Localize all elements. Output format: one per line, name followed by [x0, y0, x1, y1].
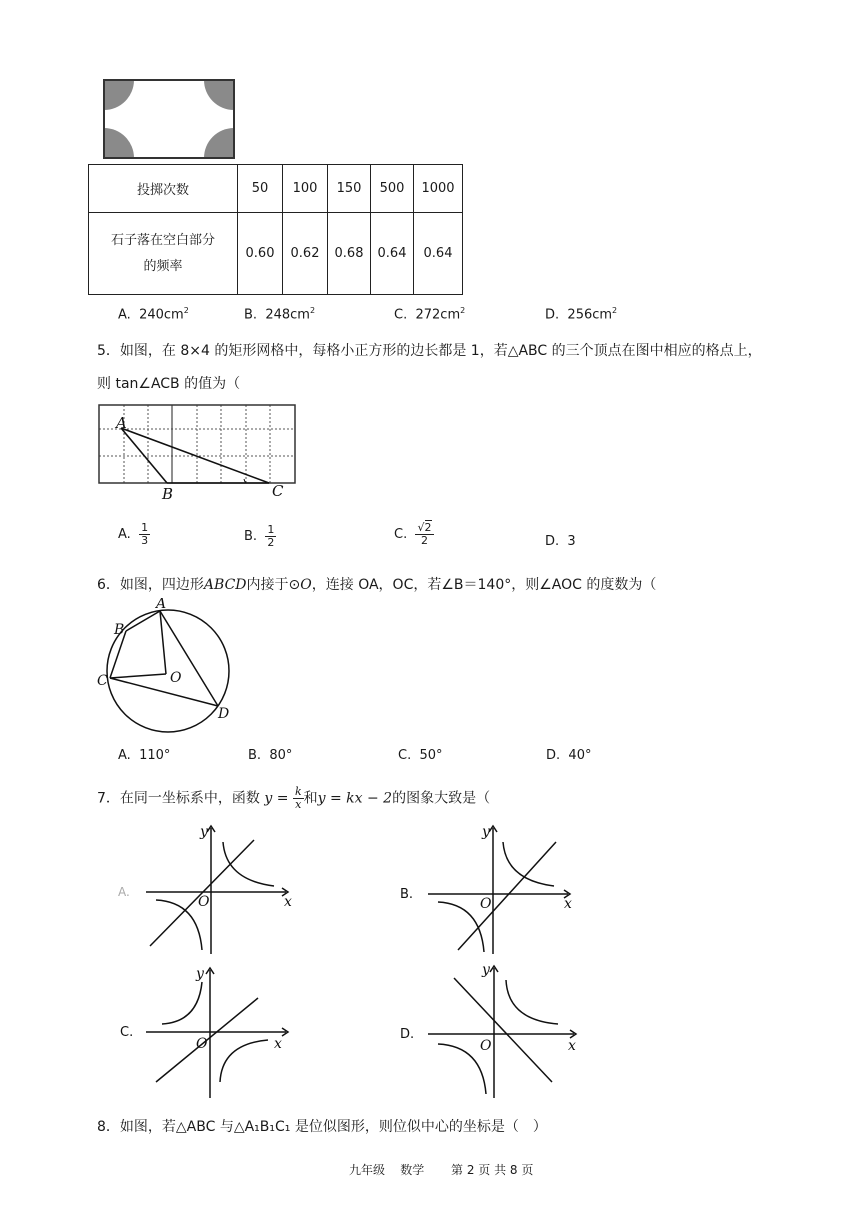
- footer-page-number: 第 2 页 共 8 页: [451, 1163, 534, 1177]
- q6-option-d[interactable]: D. 40°: [546, 748, 592, 763]
- footer-grade: 九年级: [349, 1163, 386, 1177]
- table-cell: 100: [283, 165, 328, 213]
- q4-rectangle-figure: [100, 76, 240, 162]
- table-row: [89, 213, 463, 295]
- q7-d-axis-y: y: [482, 962, 490, 978]
- frequency-table: [88, 164, 463, 295]
- q7-b-axis-x: x: [564, 896, 572, 912]
- q6-label-a: A: [156, 598, 167, 612]
- footer-subject: 数学: [400, 1163, 425, 1177]
- table-cell: 50: [238, 165, 283, 213]
- q5-stem-line1: 5．如图，在 8×4 的矩形网格中，每格小正方形的边长都是 1，若△ABC 的三个顶点在图中相应的格点上，: [97, 343, 762, 359]
- q7-c-axis-x: x: [274, 1036, 282, 1052]
- table-row: [89, 165, 463, 213]
- q7-stem: 7．在同一坐标系中，函数 y = $\frac{k}{x}$ 和y = kx − 2的图象大致是（: [97, 785, 491, 811]
- table-cell: 0.64: [414, 213, 463, 295]
- q6-label-b: B: [114, 622, 125, 638]
- q4-option-a[interactable]: A. $240cm^2$: [118, 306, 189, 323]
- table-cell: 0.60: [238, 213, 283, 295]
- q6-option-a[interactable]: A. 110°: [118, 748, 171, 763]
- q4-option-d[interactable]: D. $256cm^2$: [545, 306, 618, 323]
- q4-option-b[interactable]: B. $248cm^2$: [244, 306, 316, 323]
- q7-b-letter: B.: [400, 887, 414, 902]
- q7-graph-b: [398, 822, 578, 957]
- q7-graph-a: [116, 822, 296, 957]
- q5-option-c[interactable]: C. $\frac{√2}{2}$: [394, 521, 432, 547]
- fraction: $\frac{1}{3}$: [141, 521, 149, 547]
- row-label-line2: 的频率: [143, 258, 183, 274]
- q7-graph-c: [116, 962, 296, 1102]
- q8-stem: 8．如图，若△ABC 与△A₁B₁C₁ 是位似图形，则位似中心的坐标是（ ）: [97, 1119, 547, 1135]
- q7-a-axis-x: x: [284, 894, 292, 910]
- q5-label-a: A: [116, 414, 127, 432]
- q7-b-origin: O: [480, 896, 492, 912]
- table-row-header: [89, 213, 238, 295]
- fraction: $\frac{k}{x}$: [294, 785, 302, 811]
- table-row-header: 投掷次数: [89, 165, 238, 213]
- table-cell: 0.64: [371, 213, 414, 295]
- q7-b-axis-y: y: [482, 824, 490, 840]
- table-cell: 1000: [414, 165, 463, 213]
- q5-stem-line2: 则 tan∠ACB 的值为（: [97, 376, 241, 392]
- fraction: $\frac{√2}{2}$: [417, 521, 432, 547]
- q5-option-d[interactable]: D. 3: [545, 534, 576, 549]
- q6-option-c[interactable]: C. 50°: [398, 748, 443, 763]
- q7-c-origin: O: [196, 1036, 208, 1052]
- table-cell: 0.62: [283, 213, 328, 295]
- table-cell: 0.68: [328, 213, 371, 295]
- q6-label-d: D: [218, 706, 230, 722]
- q6-circle-figure: [96, 598, 246, 740]
- q4-option-c[interactable]: C. $272cm^2$: [394, 306, 466, 323]
- q7-c-axis-y: y: [196, 966, 204, 982]
- q6-label-o: O: [170, 670, 182, 686]
- q6-label-c: C: [97, 673, 108, 689]
- q7-d-origin: O: [480, 1038, 492, 1054]
- q7-c-letter: C.: [120, 1025, 134, 1040]
- q7-a-letter: A.: [118, 885, 130, 899]
- table-cell: 150: [328, 165, 371, 213]
- q7-a-origin: O: [198, 894, 210, 910]
- table-cell: 500: [371, 165, 414, 213]
- fraction: $\frac{1}{2}$: [267, 523, 275, 549]
- q7-a-axis-y: y: [200, 824, 208, 840]
- page-footer: [349, 1161, 533, 1178]
- q7-d-letter: D.: [400, 1027, 415, 1042]
- q5-label-c: C: [272, 482, 284, 500]
- q5-option-a[interactable]: A. $\frac{1}{3}$: [118, 521, 149, 547]
- q6-option-b[interactable]: B. 80°: [248, 748, 293, 763]
- q5-label-b: B: [162, 485, 174, 503]
- q7-graph-d: [398, 962, 578, 1102]
- q5-option-b[interactable]: B. $\frac{1}{2}$: [244, 523, 275, 549]
- q6-stem: 6．如图，四边形ABCD内接于⊙O，连接 OA，OC，若∠B＝140°，则∠AOC 的度数为（: [97, 577, 657, 593]
- row-label-line1: 石子落在空白部分: [110, 232, 215, 248]
- q7-d-axis-x: x: [568, 1038, 576, 1054]
- q5-grid-figure: [96, 400, 302, 510]
